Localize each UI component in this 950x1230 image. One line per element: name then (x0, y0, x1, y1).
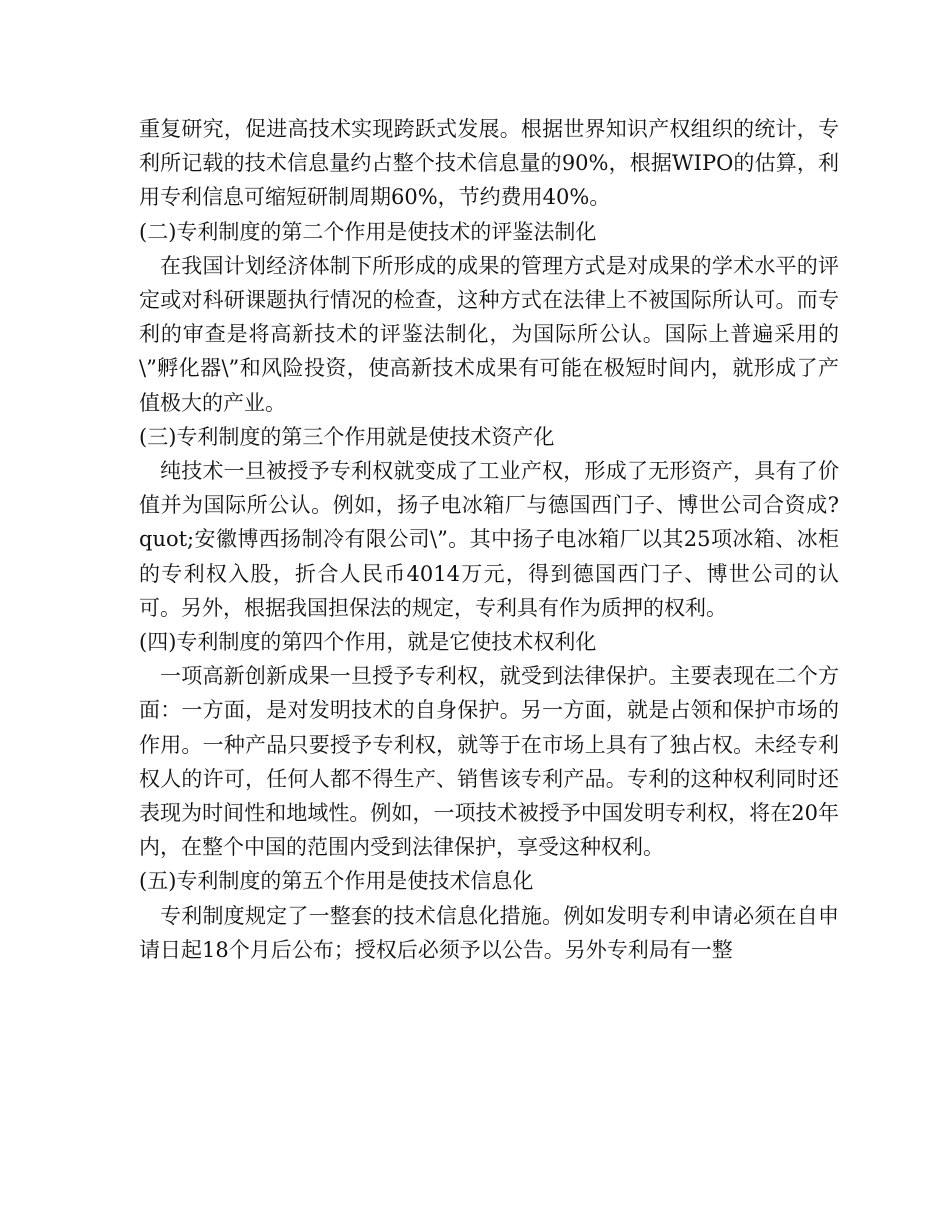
paragraph-technology-rights: 一项高新创新成果一旦授予专利权，就受到法律保护。主要表现在二个方面：一方面，是对发明技术的自身保护。另一方面，就是占领和保护市场的作用。一种产品只要授予专利权，就等于在市场上具有了独占权。未经专利权人的许可，任何人都不得生产、销售该专利产品。专利的这种权利同时还表现为时间性和地域性。例如，一项技术被授予中国发明专利权，将在20年内，在整个中国的范围内受到法律保护，享受这种权利。 (139, 664, 839, 860)
section-heading-3: (三)专利制度的第三个作用就是使技术资产化 (139, 424, 555, 449)
paragraph-evaluation-legalization: 在我国计划经济体制下所形成的成果的管理方式是对成果的学术水平的评定或对科研课题执行情况的检查，这种方式在法律上不被国际所认可。而专利的审查是将高新技术的评鉴法制化，为国际所公认。国际上普遍采用的\”孵化器\”和风险投资，使高新技术成果有可能在极短时间内，就形成了产值极大的产业。 (139, 253, 839, 415)
section-heading-5: (五)专利制度的第五个作用是使技术信息化 (139, 869, 534, 894)
paragraph-technology-informatization: 专利制度规定了一整套的技术信息化措施。例如发明专利申请必须在自申请日起18个月后公布；授权后必须予以公告。另外专利局有一整 (139, 903, 839, 962)
section-heading-4: (四)专利制度的第四个作用，就是它使技术权利化 (139, 630, 597, 655)
paragraph-patent-info-stats: 重复研究，促进高技术实现跨跃式发展。根据世界知识产权组织的统计，专利所记载的技术信息量约占整个技术信息量的90%，根据WIPO的估算，利用专利信息可缩短研制周期60%，节约费用40%。 (139, 117, 839, 210)
section-heading-2: (二)专利制度的第二个作用是使技术的评鉴法制化 (139, 219, 597, 244)
paragraph-technology-assetization: 纯技术一旦被授予专利权就变成了工业产权，形成了无形资产，具有了价值并为国际所公认。例如，扬子电冰箱厂与德国西门子、博世公司合资成?quot;安徽博西扬制冷有限公司\”。其中扬子电冰箱厂以其25项冰箱、冰柜的专利权入股，折合人民币4014万元，得到德国西门子、博世公司的认可。另外，根据我国担保法的规定，专利具有作为质押的权利。 (139, 459, 839, 620)
document-body (139, 112, 839, 967)
